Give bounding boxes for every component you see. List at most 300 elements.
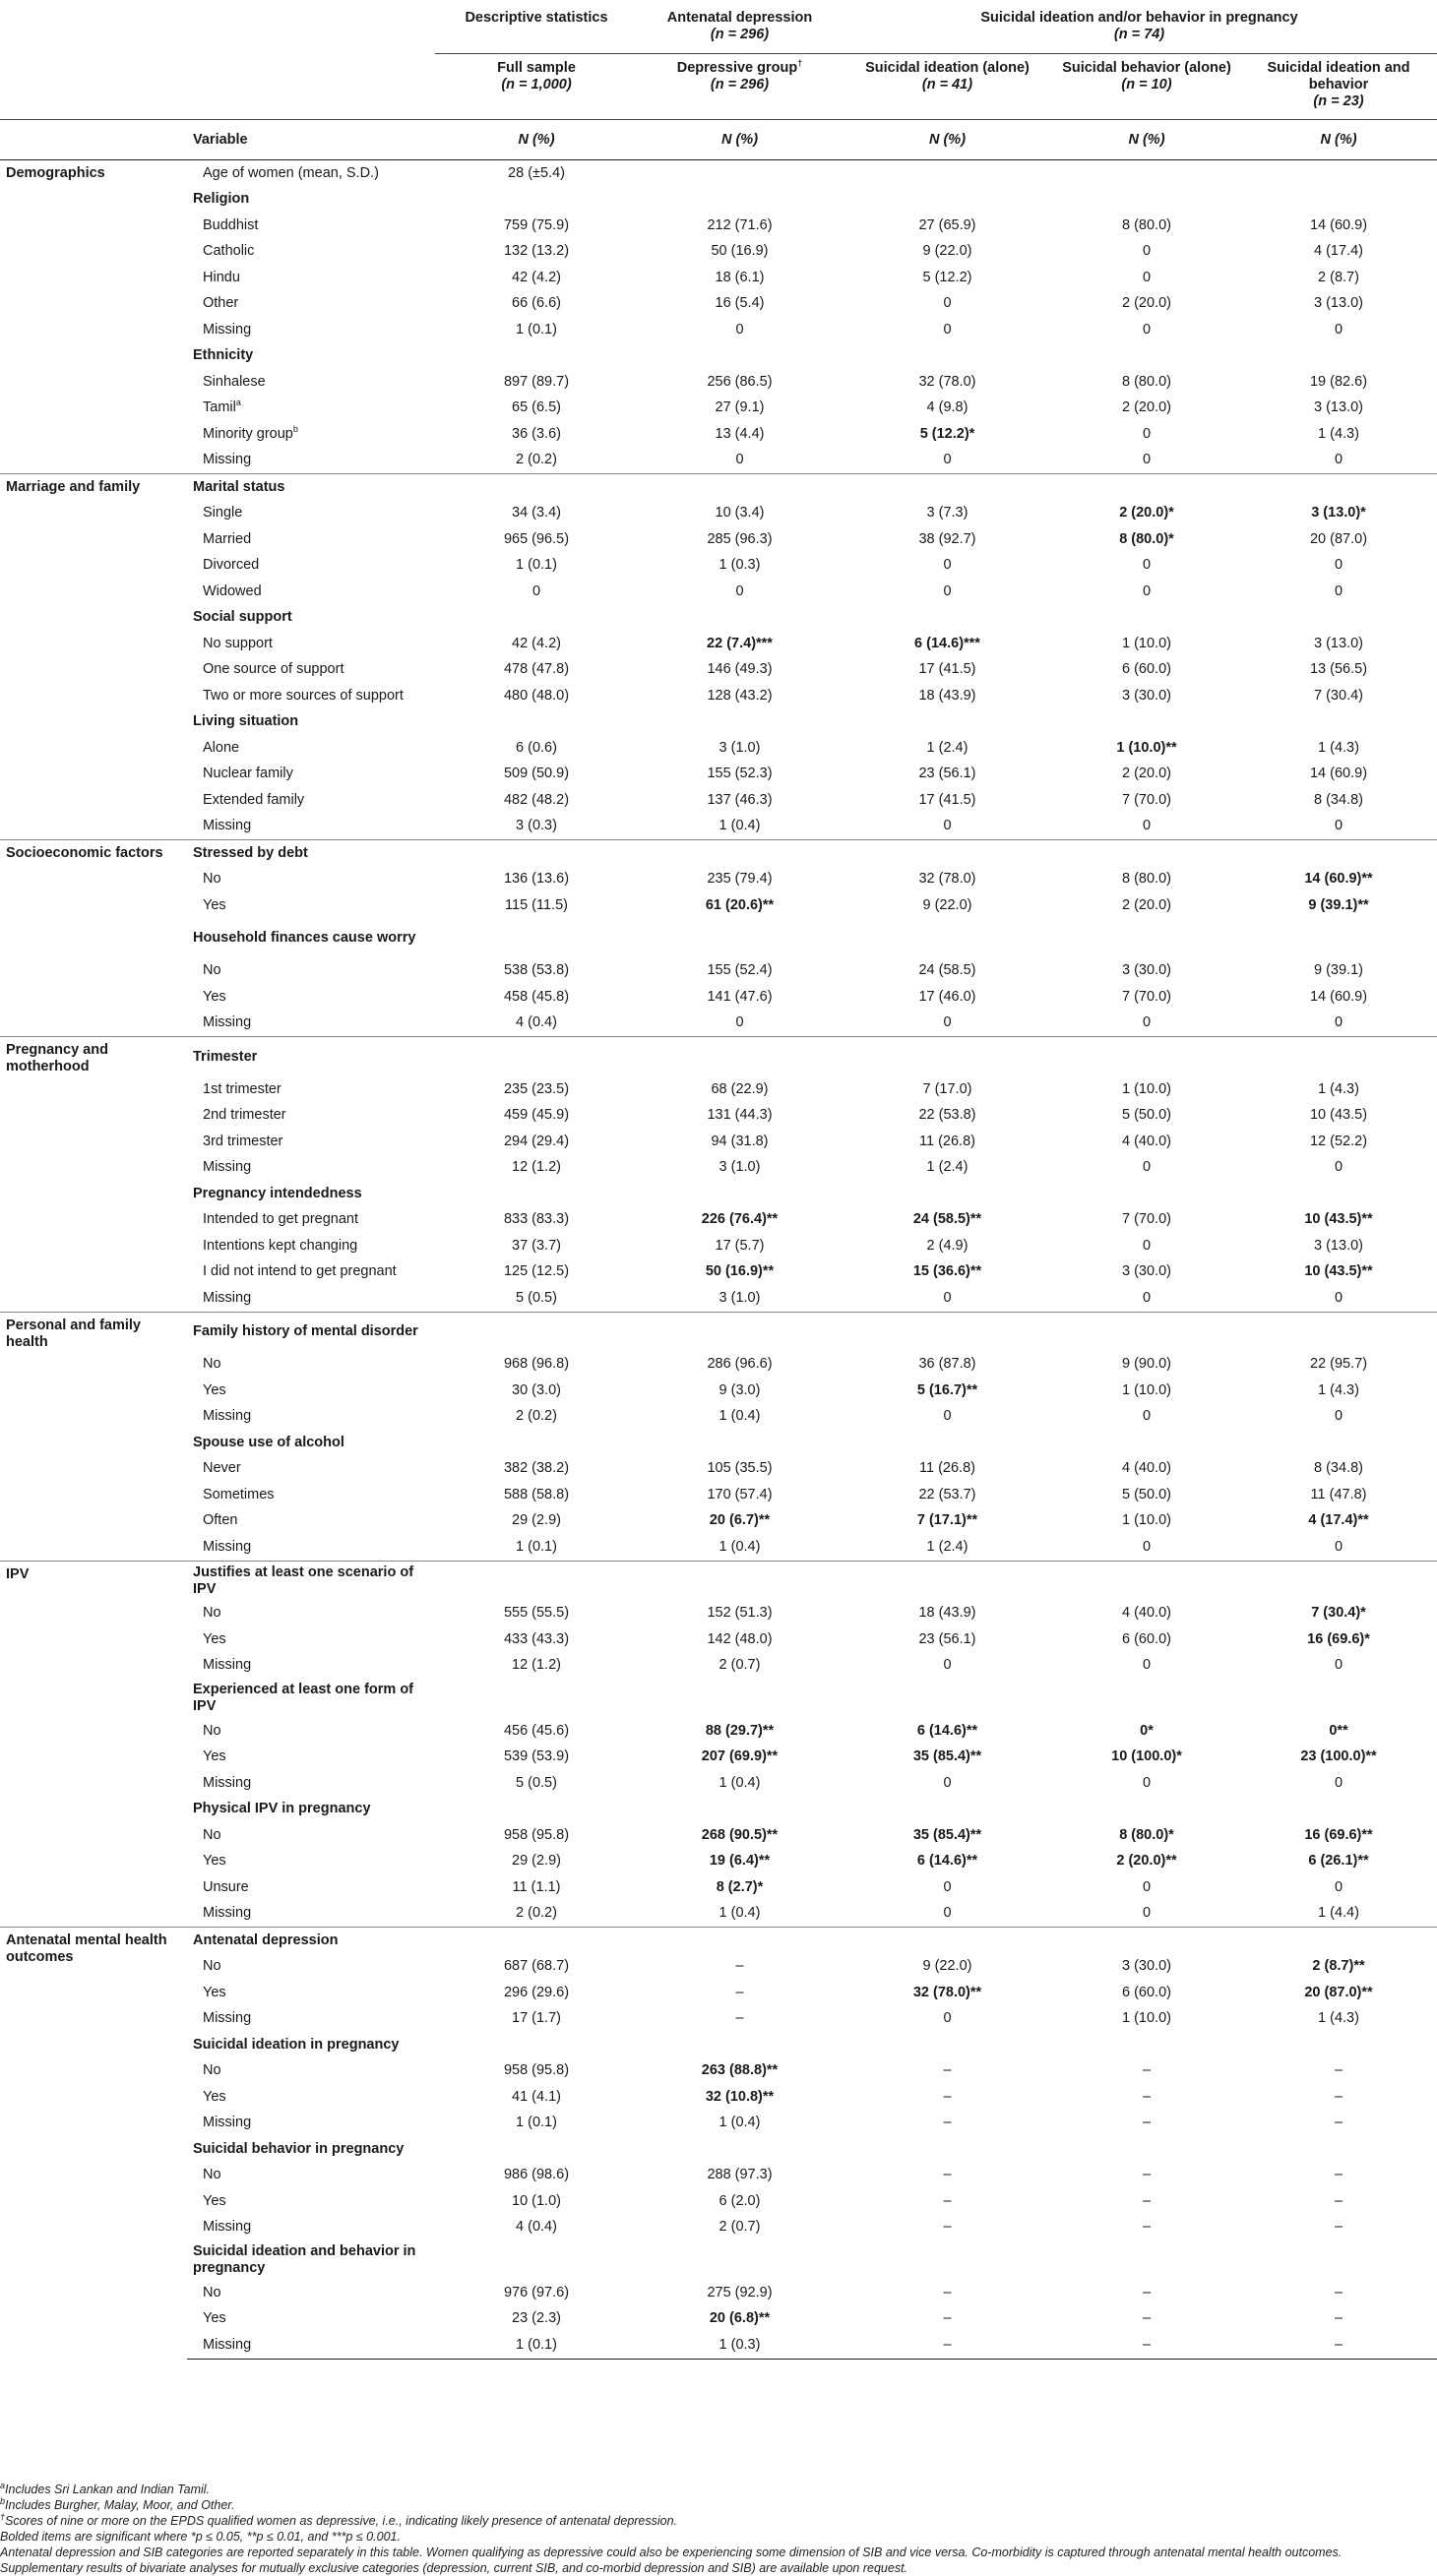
metric-header: N (%) <box>842 120 1053 160</box>
value-cell: 759 (75.9) <box>503 216 570 233</box>
table-row <box>0 553 1437 580</box>
value-cell: 61 (20.6)** <box>705 896 775 913</box>
subheader-ideation-alone: Suicidal ideation (alone) (n = 41) <box>865 60 1030 92</box>
value-cell: 20 (6.8)** <box>709 2310 771 2327</box>
table-row <box>0 1626 1437 1653</box>
header-descriptive: Descriptive statistics <box>435 8 638 54</box>
value-cell <box>435 1037 638 1077</box>
value-cell: – <box>1240 2332 1437 2359</box>
value-cell: 509 (50.9) <box>503 766 570 782</box>
value-cell: 965 (96.5) <box>503 530 570 547</box>
value-cell: 0 <box>1142 1159 1152 1176</box>
variable-label: Missing <box>203 1905 252 1922</box>
table-row <box>0 239 1437 266</box>
value-cell <box>1240 605 1437 632</box>
variable-label: Two or more sources of support <box>203 687 404 704</box>
variable-header: Variable <box>187 120 435 160</box>
value-cell: 0 <box>1334 818 1343 834</box>
value-cell <box>842 474 1053 501</box>
value-cell: 0 <box>943 1774 952 1791</box>
value-cell: 6 (60.0) <box>1122 1630 1171 1647</box>
value-cell: 1 (10.0) <box>1122 635 1171 651</box>
value-cell: 68 (22.9) <box>711 1080 769 1097</box>
value-cell: – <box>1142 2167 1152 2183</box>
value-cell: 539 (53.9) <box>503 1748 570 1765</box>
value-cell: 0 <box>943 1878 952 1895</box>
table-row <box>0 1207 1437 1234</box>
variable-heading: Suicidal behavior in pregnancy <box>193 2140 405 2157</box>
table-row <box>0 187 1437 214</box>
value-cell <box>435 1679 638 1718</box>
value-cell: 29 (2.9) <box>512 1512 561 1529</box>
value-cell <box>638 1312 842 1352</box>
value-cell <box>1053 1430 1240 1456</box>
value-cell: 32 (78.0) <box>918 373 976 390</box>
value-cell <box>1240 2240 1437 2280</box>
table-row <box>0 474 1437 501</box>
value-cell: 833 (83.3) <box>503 1211 570 1228</box>
table-row <box>0 605 1437 632</box>
value-cell: – <box>1142 2310 1152 2327</box>
value-cell: 2 (20.0) <box>1122 295 1171 312</box>
table-row <box>0 369 1437 396</box>
value-cell: 22 (95.7) <box>1309 1356 1368 1373</box>
variable-label: Yes <box>203 1748 226 1765</box>
table-row <box>0 1312 1437 1352</box>
value-cell <box>638 2240 842 2280</box>
table-row <box>0 1259 1437 1286</box>
value-cell: 480 (48.0) <box>503 687 570 704</box>
value-cell: 10 (3.4) <box>715 505 765 521</box>
table-row <box>0 1901 1437 1928</box>
value-cell: 4 (40.0) <box>1122 1460 1171 1477</box>
value-cell: 1 (4.3) <box>1318 425 1359 442</box>
value-cell: 3 (30.0) <box>1122 1263 1171 1280</box>
variable-label: Missing <box>203 818 252 834</box>
variable-label: Buddhist <box>203 216 259 233</box>
variable-heading: Suicidal ideation and behavior in pregnancy <box>193 2243 416 2276</box>
value-cell: 1 (0.4) <box>718 1538 761 1555</box>
value-cell: – <box>943 2219 952 2236</box>
header-suicidal: Suicidal ideation and/or behavior in pregnancy (n = 74) <box>842 8 1437 54</box>
subheader-ideation-and-behavior: Suicidal ideation and behavior (n = 23) <box>1267 60 1410 109</box>
value-cell <box>1240 1797 1437 1823</box>
variable-label: Yes <box>203 2088 226 2105</box>
value-cell: – <box>1334 2219 1343 2236</box>
value-cell: 1 (4.3) <box>1318 739 1359 756</box>
value-cell <box>435 343 638 370</box>
value-cell <box>435 1561 638 1601</box>
value-cell <box>1240 2032 1437 2058</box>
value-cell: – <box>943 2088 952 2105</box>
table-row <box>0 160 1437 187</box>
value-cell: 3 (0.3) <box>516 818 557 834</box>
value-cell: 128 (43.2) <box>707 687 773 704</box>
variable-label: Often <box>203 1512 238 1529</box>
value-cell <box>1053 840 1240 867</box>
value-cell: 2 (0.2) <box>516 1408 557 1425</box>
table-row <box>0 1076 1437 1103</box>
value-cell: 3 (30.0) <box>1122 1958 1171 1975</box>
value-cell: – <box>735 2010 744 2027</box>
value-cell: 3 (13.0) <box>1314 295 1363 312</box>
value-cell: 11 (26.8) <box>919 1133 975 1149</box>
table-row <box>0 919 1437 958</box>
variable-label: Minority group$^b$ <box>203 423 298 442</box>
value-cell: 1 (0.1) <box>516 321 557 337</box>
value-cell: 3 (13.0) <box>1314 1237 1363 1254</box>
value-cell: 14 (60.9)** <box>1304 871 1373 888</box>
value-cell: 275 (92.9) <box>707 2284 773 2300</box>
value-cell: 2 (8.7) <box>1318 269 1359 285</box>
table-row <box>0 2058 1437 2085</box>
value-cell: 226 (76.4)** <box>701 1211 779 1228</box>
variable-label: Tamil$^a$ <box>203 398 241 416</box>
value-cell: 9 (39.1) <box>1314 962 1363 979</box>
variable-label: Missing <box>203 1289 252 1306</box>
value-cell: 0 <box>735 321 744 337</box>
variable-label: Nuclear family <box>203 766 293 782</box>
variable-label: Sometimes <box>203 1486 275 1503</box>
value-cell: 34 (3.4) <box>512 505 561 521</box>
value-cell: 294 (29.4) <box>503 1133 570 1149</box>
table-row <box>0 2188 1437 2215</box>
value-cell <box>1053 709 1240 736</box>
table-row <box>0 1103 1437 1130</box>
footnote: Antenatal depression and SIB categories are reported separately in this table. Women qualifying as depressive could also be experiencing some dimension of SIB and vice versa. Co-morbidity is captured through antenatal mental health outcomes. Supplementary results of bivariate analyses for mutually exclusive categories (depression, current SIB, and co-morbid depression and SIB) are available upon request. <box>0 2545 1343 2575</box>
value-cell: 17 (46.0) <box>918 988 976 1005</box>
value-cell <box>435 1430 638 1456</box>
value-cell: 19 (82.6) <box>1309 373 1368 390</box>
variable-label: Widowed <box>203 583 262 599</box>
table-row <box>0 2280 1437 2306</box>
category-label: Personal and family health <box>0 1312 187 1561</box>
variable-label: Missing <box>203 452 252 468</box>
metric-header: N (%) <box>1240 120 1437 160</box>
value-cell: 235 (23.5) <box>503 1080 570 1097</box>
table-row <box>0 501 1437 527</box>
table-row <box>0 265 1437 291</box>
value-cell: 0 <box>1142 1014 1152 1031</box>
value-cell: 22 (53.8) <box>918 1107 976 1124</box>
value-cell: 10 (43.5) <box>1309 1107 1368 1124</box>
value-cell: 14 (60.9) <box>1309 766 1368 782</box>
value-cell: 125 (12.5) <box>503 1263 570 1280</box>
value-cell <box>1053 1561 1240 1601</box>
value-cell: – <box>1334 2062 1343 2079</box>
value-cell <box>435 1928 638 1954</box>
value-cell: 0 <box>1334 1538 1343 1555</box>
table-row <box>0 1601 1437 1627</box>
value-cell: – <box>1142 2219 1152 2236</box>
table-row <box>0 2163 1437 2189</box>
table-row <box>0 2111 1437 2137</box>
value-cell: 42 (4.2) <box>512 269 561 285</box>
value-cell <box>1240 1181 1437 1207</box>
value-cell <box>435 1312 638 1352</box>
value-cell: 13 (56.5) <box>1309 661 1368 678</box>
value-cell: – <box>1142 2115 1152 2131</box>
value-cell: 1 (2.4) <box>926 739 968 756</box>
variable-label: No <box>203 962 221 979</box>
value-cell: 38 (92.7) <box>918 530 976 547</box>
value-cell: 20 (87.0)** <box>1304 1984 1373 2000</box>
value-cell <box>638 1797 842 1823</box>
variable-label: Missing <box>203 1408 252 1425</box>
value-cell: 0 <box>943 2010 952 2027</box>
value-cell <box>1053 1797 1240 1823</box>
value-cell: 23 (2.3) <box>512 2310 561 2327</box>
value-cell: 142 (48.0) <box>707 1630 773 1647</box>
value-cell: 5 (0.5) <box>516 1774 557 1791</box>
value-cell: 1 (4.3) <box>1318 2010 1359 2027</box>
value-cell: 155 (52.4) <box>707 962 773 979</box>
value-cell <box>842 343 1053 370</box>
value-cell: 8 (80.0)* <box>1119 1826 1174 1843</box>
value-cell: 588 (58.8) <box>503 1486 570 1503</box>
table-row <box>0 1233 1437 1259</box>
variable-heading: Spouse use of alcohol <box>193 1434 344 1450</box>
value-cell <box>842 1928 1053 1954</box>
value-cell: 8 (2.7)* <box>716 1878 764 1895</box>
variable-heading: Religion <box>193 191 250 208</box>
value-cell <box>842 2136 1053 2163</box>
value-cell: 36 (3.6) <box>512 425 561 442</box>
value-cell: 7 (30.4)* <box>1311 1605 1366 1622</box>
category-label: Socioeconomic factors <box>0 840 187 1037</box>
value-cell <box>1240 160 1437 187</box>
value-cell: 13 (4.4) <box>715 425 765 442</box>
value-cell <box>1240 1430 1437 1456</box>
table-row <box>0 1482 1437 1508</box>
value-cell: 0 <box>1334 1289 1343 1306</box>
value-cell: 5 (0.5) <box>516 1289 557 1306</box>
variable-label: No <box>203 871 221 888</box>
value-cell <box>435 1797 638 1823</box>
metric-header: N (%) <box>435 120 638 160</box>
value-cell: 11 (26.8) <box>919 1460 975 1477</box>
value-cell: 23 (100.0)** <box>1300 1748 1377 1765</box>
value-cell: 3 (13.0)* <box>1311 505 1366 521</box>
table-row <box>0 1456 1437 1483</box>
value-cell <box>435 840 638 867</box>
value-cell: 32 (10.8)** <box>705 2088 775 2105</box>
table-row <box>0 1378 1437 1404</box>
value-cell: 958 (95.8) <box>503 2062 570 2079</box>
value-cell <box>1240 1928 1437 1954</box>
value-cell: 0 <box>1334 1878 1343 1895</box>
value-cell <box>435 605 638 632</box>
value-cell <box>1240 919 1437 958</box>
value-cell: 0 <box>1334 1014 1343 1031</box>
value-cell <box>435 2240 638 2280</box>
value-cell: 7 (70.0) <box>1122 988 1171 1005</box>
value-cell: 20 (87.0) <box>1309 530 1368 547</box>
value-cell: 2 (4.9) <box>926 1237 968 1254</box>
value-cell: 23 (56.1) <box>918 1630 976 1647</box>
variable-heading: Social support <box>193 609 292 626</box>
value-cell: – <box>1334 2167 1343 2183</box>
value-cell: – <box>1334 2284 1343 2300</box>
value-cell: 0 <box>1142 818 1152 834</box>
value-cell: 17 (41.5) <box>918 791 976 808</box>
value-cell: 88 (29.7)** <box>705 1722 775 1739</box>
value-cell: 8 (80.0) <box>1122 871 1171 888</box>
table-row <box>0 579 1437 605</box>
value-cell: 0 <box>943 1014 952 1031</box>
value-cell: 2 (20.0)* <box>1119 505 1174 521</box>
table-row <box>0 787 1437 814</box>
value-cell: 14 (60.9) <box>1309 216 1368 233</box>
table-row <box>0 735 1437 762</box>
value-cell <box>435 1181 638 1207</box>
table-row <box>0 840 1437 867</box>
value-cell: 0 <box>1142 321 1152 337</box>
value-cell: 29 (2.9) <box>512 1853 561 1870</box>
value-cell: 0** <box>1329 1722 1348 1739</box>
value-cell <box>435 474 638 501</box>
value-cell: 8 (80.0)* <box>1119 530 1174 547</box>
value-cell: 1 (0.1) <box>516 557 557 574</box>
value-cell: 235 (79.4) <box>707 871 773 888</box>
value-cell <box>842 840 1053 867</box>
value-cell <box>1053 474 1240 501</box>
table-row <box>0 1155 1437 1182</box>
value-cell: 0 <box>1142 1237 1152 1254</box>
value-cell: 5 (50.0) <box>1122 1486 1171 1503</box>
value-cell: 0 <box>1334 452 1343 468</box>
table-row <box>0 1679 1437 1718</box>
value-cell: 17 (1.7) <box>512 2010 561 2027</box>
value-cell: – <box>1142 2062 1152 2079</box>
value-cell: 3 (1.0) <box>718 1289 761 1306</box>
value-cell <box>1053 343 1240 370</box>
value-cell: 958 (95.8) <box>503 1826 570 1843</box>
value-cell: 207 (69.9)** <box>701 1748 779 1765</box>
value-cell: 1 (0.1) <box>516 1538 557 1555</box>
variable-label: No <box>203 1605 221 1622</box>
value-cell: – <box>943 2115 952 2131</box>
variable-label: No <box>203 2062 221 2079</box>
value-cell: 986 (98.6) <box>503 2167 570 2183</box>
variable-heading: Ethnicity <box>193 347 254 364</box>
value-cell: 19 (6.4)** <box>709 1853 771 1870</box>
table-row <box>0 526 1437 553</box>
value-cell <box>435 187 638 214</box>
table-row <box>0 683 1437 709</box>
value-cell: 141 (47.6) <box>707 988 773 1005</box>
value-cell: 37 (3.7) <box>512 1237 561 1254</box>
value-cell: 5 (16.7)** <box>916 1381 978 1398</box>
value-cell <box>1053 1928 1240 1954</box>
data-table <box>0 8 1437 2360</box>
value-cell: 146 (49.3) <box>707 661 773 678</box>
table-row <box>0 1770 1437 1797</box>
value-cell: 4 (0.4) <box>516 2219 557 2236</box>
variable-label: No <box>203 1958 221 1975</box>
variable-heading: Antenatal depression <box>187 1928 435 1954</box>
variable-heading: Marital status <box>187 474 435 501</box>
value-cell <box>1053 1181 1240 1207</box>
table-row <box>0 291 1437 318</box>
value-cell: 1 (0.1) <box>435 2332 638 2359</box>
value-cell <box>638 1561 842 1601</box>
value-cell: 285 (96.3) <box>707 530 773 547</box>
value-cell: 538 (53.8) <box>503 962 570 979</box>
table-row <box>0 1508 1437 1535</box>
variable-label: 1st trimester <box>203 1080 281 1097</box>
value-cell <box>1053 1312 1240 1352</box>
variable-heading: Suicidal ideation in pregnancy <box>193 2036 400 2053</box>
variable-label: Other <box>203 295 239 312</box>
footnote: $^b$Includes Burgher, Malay, Moor, and Other. <box>0 2495 235 2512</box>
variable-label: Alone <box>203 739 240 756</box>
value-cell: 0 <box>943 452 952 468</box>
value-cell: 3 (13.0) <box>1314 635 1363 651</box>
value-cell <box>638 474 842 501</box>
value-cell: 12 (1.2) <box>512 1159 561 1176</box>
value-cell <box>435 709 638 736</box>
value-cell: 8 (80.0) <box>1122 216 1171 233</box>
table-row <box>0 2240 1437 2280</box>
value-cell: – <box>1142 2088 1152 2105</box>
value-cell: 478 (47.8) <box>503 661 570 678</box>
value-cell: 1 (0.4) <box>718 1774 761 1791</box>
value-cell: 0 <box>1142 1905 1152 1922</box>
value-cell: 136 (13.6) <box>503 871 570 888</box>
variable-heading: Household finances cause worry <box>193 930 416 946</box>
table-row <box>0 892 1437 919</box>
value-cell: 2 (20.0) <box>1122 399 1171 416</box>
table-row <box>0 448 1437 474</box>
value-cell: 1 (0.4) <box>718 2115 761 2131</box>
variable-heading: Justifies at least one scenario of IPV <box>187 1561 435 1601</box>
variable-label: Yes <box>203 1853 226 1870</box>
variable-label: Sinhalese <box>203 373 266 390</box>
value-cell: 35 (85.4)** <box>912 1826 982 1843</box>
value-cell: 0 <box>943 1905 952 1922</box>
variable-label: No support <box>203 635 273 651</box>
footnote: †Scores of nine or more on the EPDS qualified women as depressive, i.e., indicating likely presence of antenatal depression. <box>0 2511 678 2528</box>
value-cell: 1 (4.4) <box>1318 1905 1359 1922</box>
value-cell: 2 (0.2) <box>516 452 557 468</box>
category-label: Pregnancy and motherhood <box>0 1037 187 1313</box>
value-cell: 1 (4.3) <box>1318 1381 1359 1398</box>
value-cell: 17 (5.7) <box>715 1237 765 1254</box>
variable-label: Yes <box>203 1630 226 1647</box>
value-cell: 2 (0.2) <box>516 1905 557 1922</box>
value-cell: 9 (22.0) <box>922 1958 972 1975</box>
value-cell: 0 <box>1142 1878 1152 1895</box>
value-cell <box>435 919 638 958</box>
variable-label: No <box>203 1356 221 1373</box>
value-cell: 132 (13.2) <box>503 243 570 260</box>
variable-label: Extended family <box>203 791 305 808</box>
variable-label: One source of support <box>203 661 344 678</box>
value-cell: 28 (±5.4) <box>435 160 638 187</box>
table-row <box>0 2032 1437 2058</box>
value-cell: 7 (30.4) <box>1314 687 1363 704</box>
value-cell: – <box>1334 2088 1343 2105</box>
value-cell: 0 <box>1142 425 1152 442</box>
value-cell: 2 (20.0) <box>1122 896 1171 913</box>
value-cell: 1 (0.3) <box>638 2332 842 2359</box>
value-cell <box>1053 2136 1240 2163</box>
variable-heading: Stressed by debt <box>187 840 435 867</box>
table-row <box>0 1129 1437 1155</box>
table-row <box>0 1653 1437 1680</box>
variable-label: Single <box>203 505 243 521</box>
